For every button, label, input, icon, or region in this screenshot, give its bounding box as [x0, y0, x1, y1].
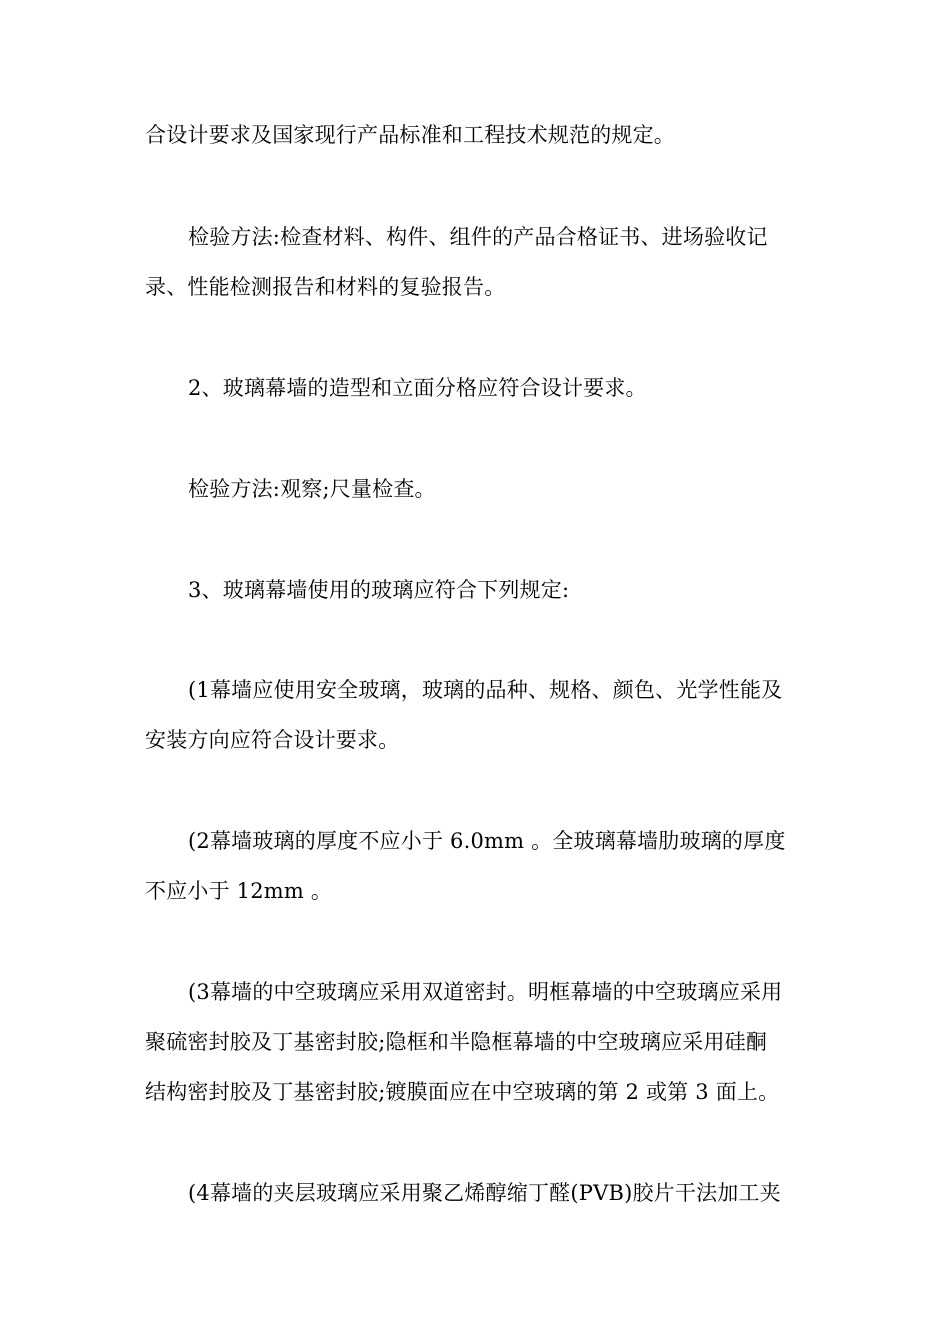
text-line: 录、性能检测报告和材料的复验报告。 [145, 275, 506, 299]
text-line: (4幕墙的夹层玻璃应采用聚乙烯醇缩丁醛(PVB)胶片干法加工夹 [188, 1181, 781, 1205]
text-line: 检验方法:检查材料、构件、组件的产品合格证书、进场验收记 [188, 225, 768, 249]
text-line: 检验方法:观察;尺量检查。 [188, 477, 436, 501]
text-line: 2、玻璃幕墙的造型和立面分格应符合设计要求。 [188, 376, 647, 400]
text-line: 3、玻璃幕墙使用的玻璃应符合下列规定: [188, 578, 570, 602]
text-line: 聚硫密封胶及丁基密封胶;隐框和半隐框幕墙的中空玻璃应采用硅酮 [145, 1030, 768, 1054]
text-line: 结构密封胶及丁基密封胶;镀膜面应在中空玻璃的第 2 或第 3 面上。 [145, 1080, 780, 1104]
text-line: 安装方向应符合设计要求。 [145, 728, 400, 752]
text-line: (2幕墙玻璃的厚度不应小于 6.0mm 。全玻璃幕墙肋玻璃的厚度 [188, 829, 786, 853]
text-line: 不应小于 12mm 。 [145, 879, 333, 903]
text-line: (1幕墙应使用安全玻璃，玻璃的品种、规格、颜色、光学性能及 [188, 678, 783, 702]
text-line: 合设计要求及国家现行产品标准和工程技术规范的规定。 [145, 123, 675, 147]
text-line: (3幕墙的中空玻璃应采用双道密封。明框幕墙的中空玻璃应采用 [188, 980, 783, 1004]
